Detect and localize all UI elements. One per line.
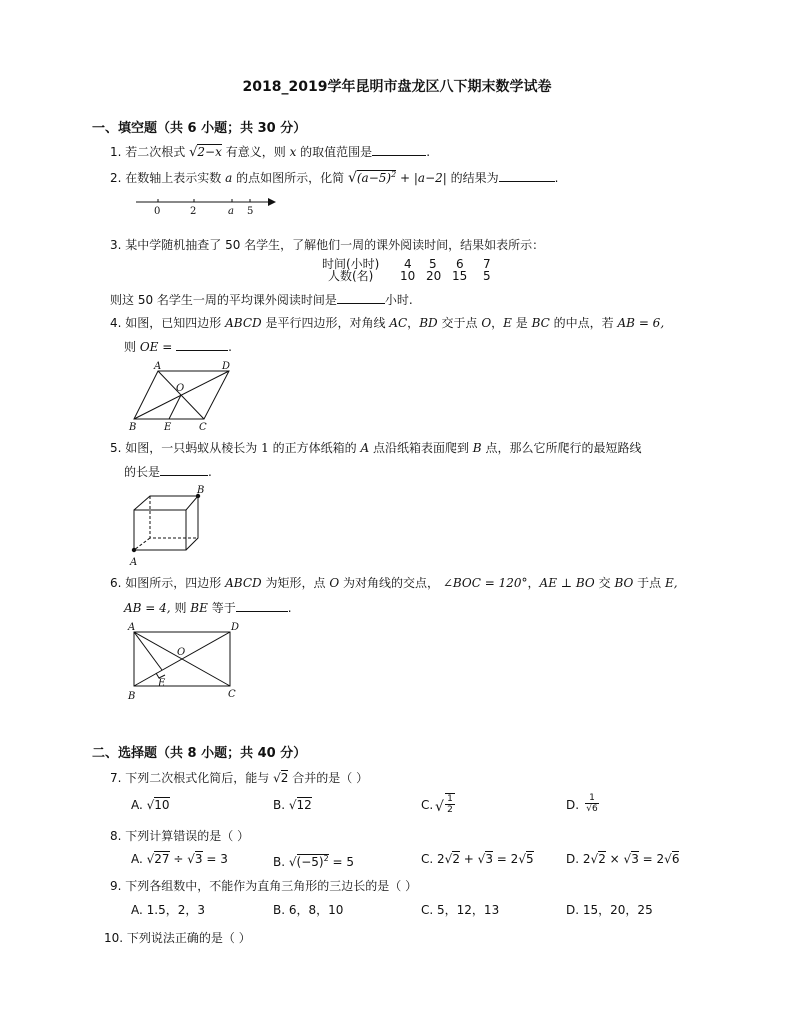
question-5: 5. 如图，一只蚂蚁从棱长为 1 的正方体纸箱的 A 点沿纸箱表面爬到 B 点，那么它所爬行的最短路线 — [110, 441, 642, 455]
label-D: D — [231, 622, 240, 633]
question-3: 3. 某中学随机抽查了 50 名学生，了解他们一周的课外阅读时间，结果如表所示： — [110, 238, 545, 252]
parallelogram-figure — [124, 359, 244, 434]
question-number: 5. — [110, 441, 122, 455]
label-A: A — [130, 557, 138, 568]
question-3-line2: 则这 50 名学生一周的平均课外阅读时间是 小时. — [110, 293, 413, 307]
option-A[interactable]: A. √10 — [131, 798, 170, 812]
option-A[interactable]: A. √27 ÷ √3 = 3 — [131, 852, 228, 866]
question-6: 6. 如图所示，四边形 ABCD 为矩形，点 O 为对角线的交点， ∠BOC = 120°，AE ⊥ BO 交 BO 于点 E, — [110, 576, 678, 590]
cube-right-face — [186, 496, 198, 550]
tick-label-2: 2 — [190, 206, 197, 217]
question-2: 2. 在数轴上表示实数 a 的点如图所示，化简 $√(a-5)^2 + |a-2|$ 的结果为 . — [110, 170, 559, 186]
table-cell: 5 — [483, 269, 491, 283]
table-cell: 4 — [404, 257, 412, 271]
question-number: 9. — [110, 879, 122, 893]
question-5-line2: 的长是 . — [124, 465, 212, 479]
table-cell: 10 — [400, 269, 416, 283]
cube-figure — [124, 482, 214, 570]
label-A: A — [154, 361, 162, 372]
section-heading-fill-in: 一、填空题（共 6 小题；共 30 分） — [92, 121, 307, 136]
option-C[interactable]: C. 2√2 + √3 = 2√5 — [421, 852, 534, 866]
label-E: E — [158, 678, 166, 689]
number-line-figure — [128, 193, 278, 217]
table-cell: 6 — [456, 257, 464, 271]
answer-blank[interactable] — [337, 291, 385, 304]
question-number: 6. — [110, 576, 122, 590]
option-A[interactable]: A. 1.5，2，3 — [131, 903, 205, 917]
tick-label-a: a — [228, 206, 234, 217]
table-cell: 15 — [452, 269, 468, 283]
label-B: B — [128, 691, 136, 702]
question-number: 7. — [110, 771, 122, 785]
label-B: B — [197, 485, 205, 496]
label-B: B — [129, 422, 137, 433]
answer-blank[interactable] — [176, 338, 228, 351]
cube-hidden-edges — [150, 496, 198, 538]
answer-blank[interactable] — [499, 169, 555, 182]
question-10: 10. 下列说法正确的是（ ） — [104, 931, 251, 945]
question-number: 2. — [110, 171, 122, 185]
diagonal-bd — [134, 371, 229, 419]
label-O: O — [177, 647, 186, 658]
table-row-label: 人数(名) — [328, 269, 374, 283]
question-number: 3. — [110, 238, 122, 252]
question-number: 10. — [104, 931, 124, 945]
question-8: 8. 下列计算错误的是（ ） — [110, 829, 250, 843]
question-number: 8. — [110, 829, 122, 843]
cube-top-face — [134, 496, 198, 510]
question-4: 4. 如图，已知四边形 ABCD 是平行四边形，对角线 AC，BD 交于点 O，E 是 BC 的中点，若 AB = 6, — [110, 316, 665, 330]
table-cell: 5 — [429, 257, 437, 271]
question-9: 9. 下列各组数中，不能作为直角三角形的三边长的是（ ） — [110, 879, 418, 893]
page-title: 2018_2019学年昆明市盘龙区八下期末数学试卷 — [242, 79, 552, 95]
answer-blank[interactable] — [372, 143, 426, 156]
arrow-icon — [268, 198, 276, 206]
answer-blank[interactable] — [236, 599, 288, 612]
label-C: C — [199, 422, 207, 433]
question-7: 7. 下列二次根式化简后，能与 √2 合并的是（ ） — [110, 771, 369, 785]
question-number: 4. — [110, 316, 122, 330]
option-B[interactable]: B. √12 — [273, 798, 312, 812]
section-heading-multiple-choice: 二、选择题（共 8 小题；共 40 分） — [92, 746, 307, 761]
question-1: 1. 若二次根式 √2−x 有意义，则 x 的取值范围是 . — [110, 145, 431, 160]
segment-ae — [134, 632, 162, 670]
answer-blank[interactable] — [160, 463, 208, 476]
option-B[interactable]: B. 6，8，10 — [273, 903, 344, 917]
table-row-label: 时间(小时) — [322, 257, 380, 271]
tick-label-0: 0 — [154, 206, 161, 217]
option-D[interactable]: D. 2√2 × √3 = 2√6 — [566, 852, 680, 866]
label-E: E — [164, 422, 172, 433]
label-A: A — [128, 622, 136, 633]
label-O: O — [176, 383, 185, 394]
rectangle-figure — [124, 620, 244, 702]
tick-label-5: 5 — [247, 206, 254, 217]
label-C: C — [228, 689, 236, 700]
option-C[interactable]: C. 5，12，13 — [421, 903, 500, 917]
table-cell: 7 — [483, 257, 491, 271]
question-number: 1. — [110, 145, 122, 159]
reading-time-table — [322, 258, 502, 284]
option-D[interactable]: D. 15，20，25 — [566, 903, 653, 917]
question-6-line2: AB = 4, 则 BE 等于 . — [124, 601, 292, 615]
table-cell: 20 — [426, 269, 442, 283]
question-4-line2: 则 OE = . — [124, 340, 232, 354]
point-A — [132, 548, 136, 552]
option-B[interactable]: B. $√(-5)^2 = 5$ — [273, 854, 355, 869]
label-D: D — [222, 361, 231, 372]
